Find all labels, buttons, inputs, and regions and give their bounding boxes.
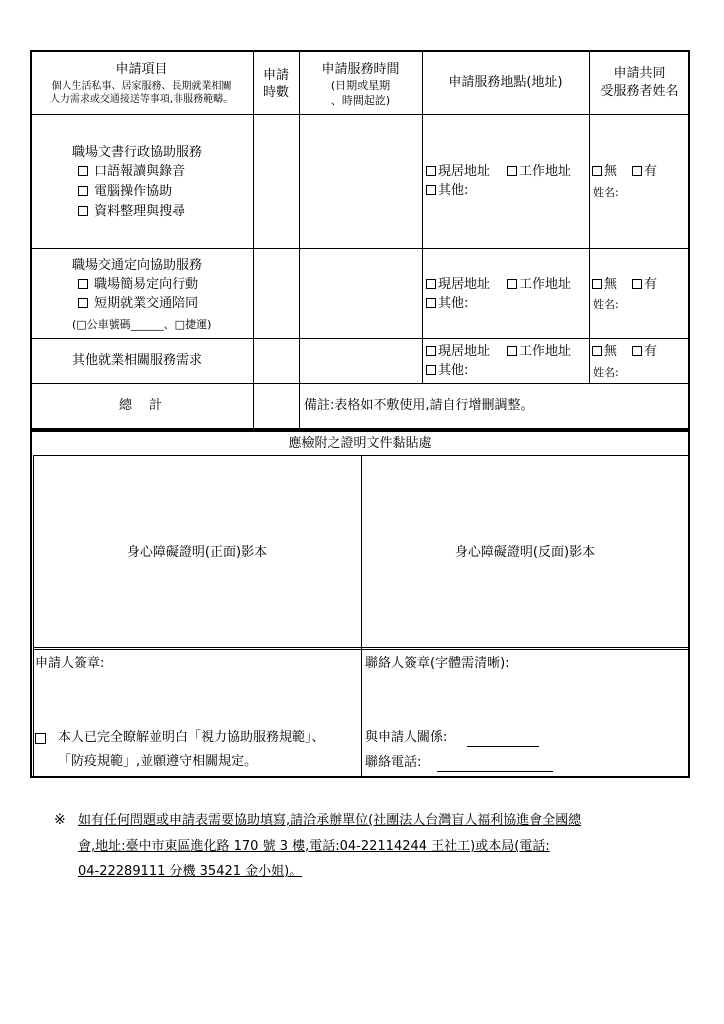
- col-hours-line-1: 申請: [262, 68, 289, 83]
- location-other-option[interactable]: [426, 296, 468, 312]
- phone-label: 聯絡電話:: [365, 755, 422, 770]
- location-work-label: 工作地址: [519, 164, 572, 179]
- col-partner-line-1: 申請共同: [613, 66, 666, 81]
- location-other-label: 其他:: [438, 296, 469, 311]
- agreement-text-1: 本人已完全瞭解並明白「視力協助服務規範」、: [58, 730, 325, 745]
- location-other-label: 其他:: [438, 363, 469, 378]
- office-service-title: 職場文書行政協助服務: [72, 145, 203, 160]
- disability-card-front-area[interactable]: 身心障礙證明(正面)影本: [126, 545, 268, 560]
- transport-option-orientation-label: 職場簡易定向行動: [94, 277, 199, 292]
- partner-none-label: 無: [604, 277, 618, 292]
- checkbox-icon[interactable]: [426, 279, 436, 289]
- location-work-label: 工作地址: [519, 277, 572, 292]
- partner-none-option[interactable]: [592, 344, 617, 360]
- partner-name-label: 姓名:: [593, 366, 619, 379]
- location-other-option[interactable]: [426, 183, 468, 199]
- partner-none-option[interactable]: [592, 277, 617, 293]
- col-item-title: 申請項目: [115, 62, 168, 77]
- checkbox-icon[interactable]: [592, 346, 602, 356]
- checkbox-icon[interactable]: [78, 186, 88, 196]
- footnote-line-3: 04-22289111 分機 35421 金小姐)。: [78, 864, 303, 879]
- office-option-reading[interactable]: [78, 164, 185, 180]
- location-other-option[interactable]: [426, 363, 468, 379]
- office-option-computer[interactable]: [78, 184, 172, 200]
- location-home-label: 現居地址: [438, 277, 491, 292]
- partner-none-option[interactable]: [592, 164, 617, 180]
- note-mark: ※: [54, 812, 66, 828]
- other-service-title: 其他就業相關服務需求: [72, 353, 203, 368]
- col-location-title: 申請服務地點(地址): [448, 75, 563, 90]
- total-label: 總 計: [118, 398, 164, 413]
- location-work-label: 工作地址: [519, 344, 572, 359]
- col-item-subtitle-1: 個人生活私事、居家服務、長期就業相關: [51, 81, 232, 92]
- location-other-label: 其他:: [438, 183, 469, 198]
- attachment-title: 應檢附之證明文件黏貼處: [288, 436, 432, 451]
- partner-none-label: 無: [604, 164, 618, 179]
- location-home-label: 現居地址: [438, 344, 491, 359]
- checkbox-icon[interactable]: [592, 166, 602, 176]
- transport-option-orientation[interactable]: [78, 277, 198, 293]
- location-home-option[interactable]: [426, 277, 490, 293]
- checkbox-icon[interactable]: [78, 206, 88, 216]
- checkbox-icon[interactable]: [507, 346, 517, 356]
- contact-signature-label: 聯絡人簽章(字體需清晰):: [365, 656, 510, 671]
- location-home-label: 現居地址: [438, 164, 491, 179]
- office-option-data[interactable]: [78, 204, 185, 220]
- location-work-option[interactable]: [507, 277, 571, 293]
- location-home-option[interactable]: [426, 164, 490, 180]
- location-work-option[interactable]: [507, 344, 571, 360]
- location-work-option[interactable]: [507, 164, 571, 180]
- checkbox-icon[interactable]: [592, 279, 602, 289]
- checkbox-icon[interactable]: [632, 279, 642, 289]
- partner-has-option[interactable]: [632, 164, 657, 180]
- partner-has-option[interactable]: [632, 344, 657, 360]
- col-partner-line-2: 受服務者姓名: [600, 84, 679, 99]
- table-remark: 備註:表格如不敷使用,請自行增刪調整。: [304, 398, 534, 413]
- transport-bus-note[interactable]: (□公車號碼______、□捷運): [72, 318, 212, 331]
- col-time-title: 申請服務時間: [321, 62, 400, 77]
- partner-has-label: 有: [644, 164, 658, 179]
- checkbox-icon[interactable]: [507, 279, 517, 289]
- checkbox-icon[interactable]: [426, 298, 436, 308]
- checkbox-icon[interactable]: [507, 166, 517, 176]
- partner-name-label: 姓名:: [593, 298, 619, 311]
- relation-input-line[interactable]: [467, 746, 539, 747]
- checkbox-icon[interactable]: [632, 346, 642, 356]
- checkbox-icon[interactable]: [632, 166, 642, 176]
- checkbox-icon[interactable]: [426, 185, 436, 195]
- office-option-data-label: 資料整理與搜尋: [94, 204, 186, 219]
- transport-option-escort[interactable]: [78, 296, 198, 312]
- partner-has-label: 有: [644, 277, 658, 292]
- col-time-subtitle-2: 、時間起訖): [330, 94, 391, 107]
- applicant-signature-label: 申請人簽章:: [35, 656, 105, 671]
- checkbox-icon[interactable]: [426, 166, 436, 176]
- col-time-subtitle-1: (日期或星期: [330, 79, 391, 92]
- partner-none-label: 無: [604, 344, 618, 359]
- partner-has-option[interactable]: [632, 277, 657, 293]
- checkbox-icon[interactable]: [426, 365, 436, 375]
- partner-has-label: 有: [644, 344, 658, 359]
- agreement-text-2: 「防疫規範」,並願遵守相關規定。: [58, 754, 258, 769]
- col-item-subtitle-2: 人力需求或交通接送等事項,非服務範疇。: [49, 94, 234, 105]
- office-option-computer-label: 電腦操作協助: [94, 184, 173, 199]
- footnote-line-1: 如有任何問題或申請表需要協助填寫,請洽承辦單位(社團法人台灣盲人福利協進會全國總: [78, 813, 582, 828]
- agreement-checkbox[interactable]: [35, 733, 46, 744]
- transport-service-title: 職場交通定向協助服務: [72, 258, 203, 273]
- phone-input-line[interactable]: [437, 771, 553, 772]
- transport-option-escort-label: 短期就業交通陪同: [94, 296, 199, 311]
- office-option-reading-label: 口語報讀與錄音: [94, 164, 186, 179]
- location-home-option[interactable]: [426, 344, 490, 360]
- checkbox-icon[interactable]: [78, 298, 88, 308]
- checkbox-icon[interactable]: [426, 346, 436, 356]
- relation-label: 與申請人關係:: [365, 730, 448, 745]
- partner-name-label: 姓名:: [593, 186, 619, 199]
- disability-card-back-area[interactable]: 身心障礙證明(反面)影本: [454, 545, 596, 560]
- checkbox-icon[interactable]: [78, 279, 88, 289]
- footnote-line-2: 會,地址:臺中市東區進化路 170 號 3 樓,電話:04-22114244 王社工)或本局(電話:: [78, 839, 550, 854]
- checkbox-icon[interactable]: [78, 166, 88, 176]
- col-hours-line-2: 時數: [262, 85, 289, 100]
